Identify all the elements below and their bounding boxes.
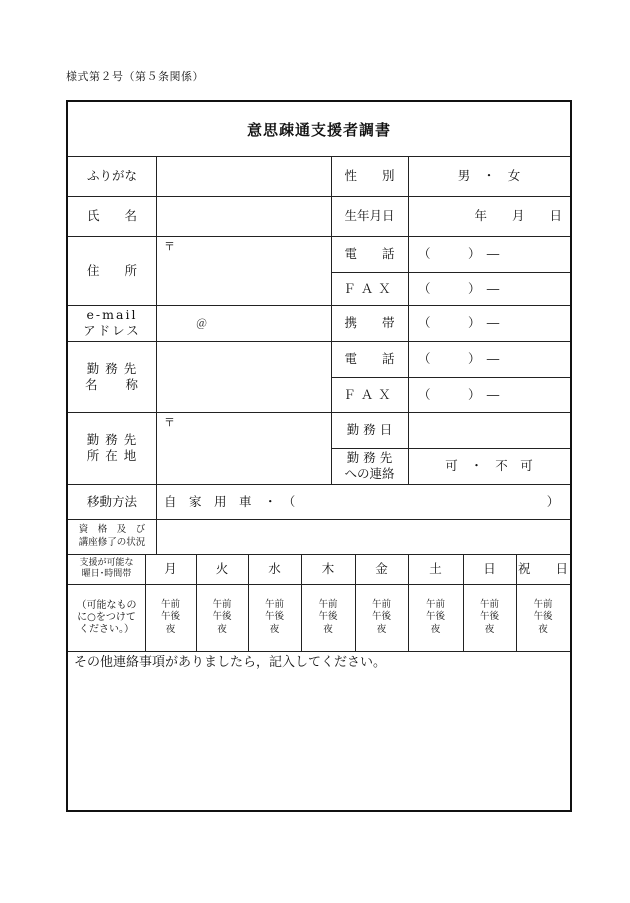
slot-options: 午前 午後 夜 <box>160 598 180 635</box>
rule <box>156 484 157 554</box>
transport-label: 移動方法 <box>86 493 137 509</box>
work-contact-label: 勤 務 先 への連絡 <box>344 450 395 481</box>
day-sun: 日 <box>483 561 496 577</box>
gender-options: 男 ・ 女 <box>457 168 521 184</box>
work-contact-options: 可 ・ 不 可 <box>445 458 533 474</box>
qualifications-label: 資 格 及 び 講座修了の状況 <box>78 524 146 548</box>
day-tue: 火 <box>215 561 229 577</box>
slot-options: 午前 午後 夜 <box>425 598 445 635</box>
form-code: 様式第２号（第５条関係） <box>66 70 204 83</box>
day-mon: 月 <box>164 561 177 577</box>
availability-label: 支援が可能な 曜日･時間帯 <box>79 558 134 579</box>
birth-label: 生年月日 <box>344 208 395 224</box>
mobile-label: 携 帯 <box>344 315 395 331</box>
workplace-label: 勤 務 先 名 称 <box>84 360 139 392</box>
day-holiday: 祝 日 <box>517 561 568 577</box>
postal-mark: 〒 <box>164 416 175 429</box>
postal-mark: 〒 <box>164 240 175 253</box>
work-fax-label: ＦＡＸ <box>343 386 396 402</box>
notes-label: その他連絡事項がありましたら，記入してください。 <box>74 654 387 670</box>
slot-options: 午前 午後 夜 <box>479 598 499 635</box>
work-fax-format: （ ） ― <box>418 386 500 402</box>
name-label: 氏 名 <box>86 208 137 224</box>
slot-options: 午前 午後 夜 <box>264 598 284 635</box>
work-address-label: 勤 務 先 所 在 地 <box>86 432 138 463</box>
transport-close: ） <box>546 493 560 509</box>
day-wed: 水 <box>268 561 281 577</box>
availability-note: （可能なもの に○をつけて ください。） <box>76 599 137 635</box>
slot-options: 午前 午後 夜 <box>371 598 391 635</box>
at-mark: ＠ <box>196 317 207 330</box>
day-fri: 金 <box>375 561 388 577</box>
mobile-format: （ ） ― <box>418 315 500 331</box>
work-phone-format: （ ） ― <box>418 351 500 367</box>
phone-format: （ ） ― <box>418 246 500 262</box>
furigana-label: ふりがな <box>86 168 137 184</box>
form-frame <box>66 100 572 812</box>
address-label: 住 所 <box>86 262 137 278</box>
work-days-label: 勤 務 日 <box>346 422 393 438</box>
slot-options: 午前 午後 夜 <box>318 598 338 635</box>
rule <box>68 651 570 652</box>
fax-label: ＦＡＸ <box>343 280 396 296</box>
day-sat: 土 <box>429 561 442 577</box>
email-label: e-mail アドレス <box>83 307 141 338</box>
fax-format: （ ） ― <box>418 280 500 296</box>
gender-label: 性 別 <box>344 168 395 184</box>
transport-value: 自 家 用 車 ・ （ <box>164 493 296 509</box>
form-title: 意思疎通支援者調書 <box>246 120 391 139</box>
day-thu: 木 <box>321 561 335 577</box>
phone-label: 電 話 <box>344 246 395 262</box>
work-phone-label: 電 話 <box>344 351 395 367</box>
birth-date-format: 年 月 日 <box>474 208 562 224</box>
rule <box>156 156 157 484</box>
slot-options: 午前 午後 夜 <box>212 598 232 635</box>
slot-options: 午前 午後 夜 <box>533 598 553 635</box>
